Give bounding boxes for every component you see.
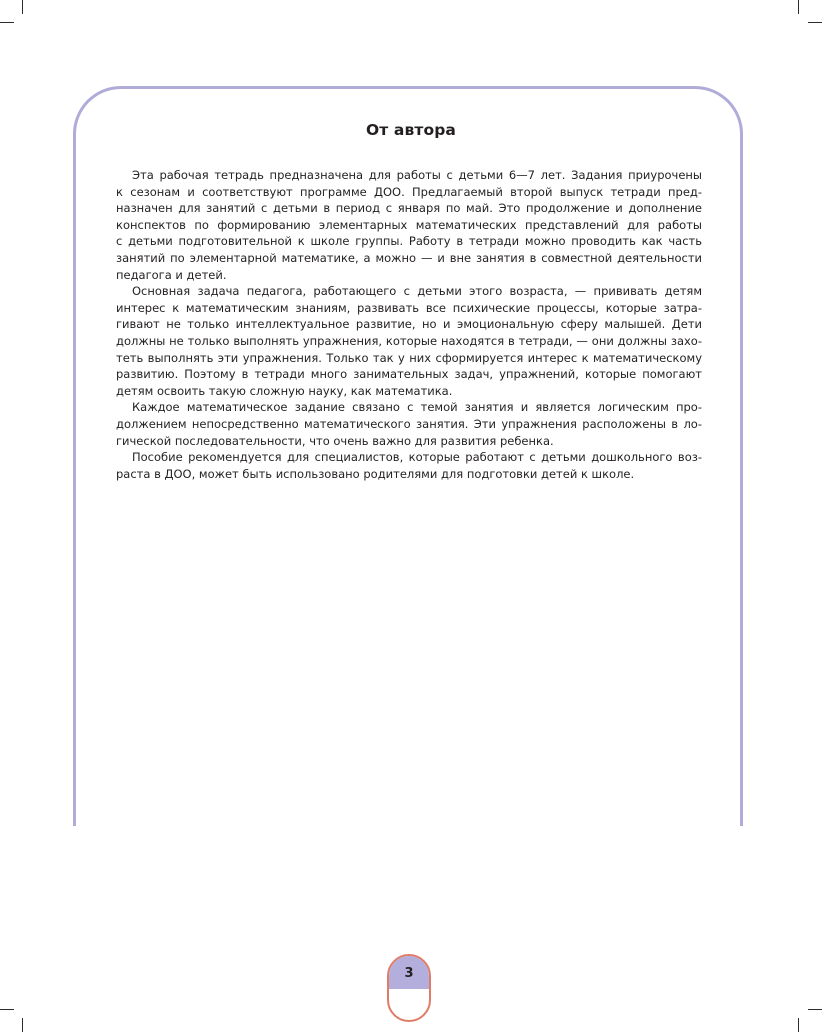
crop-mark: [808, 22, 822, 23]
text-line: интерес к математическим знаниям, развивать все психические процессы, которые затра-: [116, 300, 702, 315]
text-line: с детьми подготовительной к школе группы. Работу в тетради можно проводить как часть: [116, 234, 702, 249]
text-line: детям освоить такую сложную науку, как математика.: [116, 383, 453, 398]
crop-mark: [0, 1009, 14, 1010]
text-line: теть выполнять эти упражнения. Только так у них сформируется интерес к математическому: [116, 350, 702, 365]
page-title: От автора: [366, 121, 456, 139]
crop-mark: [22, 0, 23, 14]
page-number: 3: [404, 966, 414, 981]
text-line: гивают не только интеллектуальное развитие, но и эмоциональную сферу малышей. Дети: [116, 317, 702, 332]
crop-mark: [798, 0, 799, 14]
text-line: Эта рабочая тетрадь предназначена для работы с детьми 6—7 лет. Задания приурочены: [132, 168, 702, 182]
text-line: Каждое математическое задание связано с темой занятия и является логическим про-: [132, 400, 702, 415]
text-line: Основная задача педагога, работающего с детьми этого возраста, — прививать детям: [132, 284, 702, 299]
crop-mark: [22, 1018, 23, 1032]
page-number-tab: [387, 954, 431, 1022]
text-line: к сезонам и соответствуют программе ДОО. Предлагаемый второй выпуск тетради пред-: [116, 184, 702, 199]
text-line: раста в ДОО, может быть использовано родителями для подготовки детей к школе.: [116, 466, 635, 481]
text-line: развитию. Поэтому в тетради много занимательных задач, упражнений, которые помогают: [116, 367, 702, 382]
text-line: конспектов по формированию элементарных математических представлений для работы: [116, 217, 702, 232]
body-text: [116, 167, 702, 482]
text-line: назначен для занятий с детьми в период с января по май. Это продолжение и дополнение: [116, 201, 702, 216]
text-line: Пособие рекомендуется для специалистов, которые работают с детьми дошкольного воз-: [132, 450, 702, 465]
text-line: должны не только выполнять упражнения, которые находятся в тетради, — они должны захо-: [116, 333, 702, 348]
text-line: занятий по элементарной математике, а можно — и вне занятия в совместной деятельности: [116, 250, 702, 265]
crop-mark: [798, 1018, 799, 1032]
text-line: должением непосредственно математического занятия. Эти упражнения расположены в ло-: [116, 416, 702, 431]
text-line: педагога и детей.: [116, 267, 227, 282]
crop-mark: [808, 1009, 822, 1010]
crop-mark: [0, 22, 14, 23]
text-line: гической последовательности, что очень важно для развития ребенка.: [116, 433, 554, 448]
